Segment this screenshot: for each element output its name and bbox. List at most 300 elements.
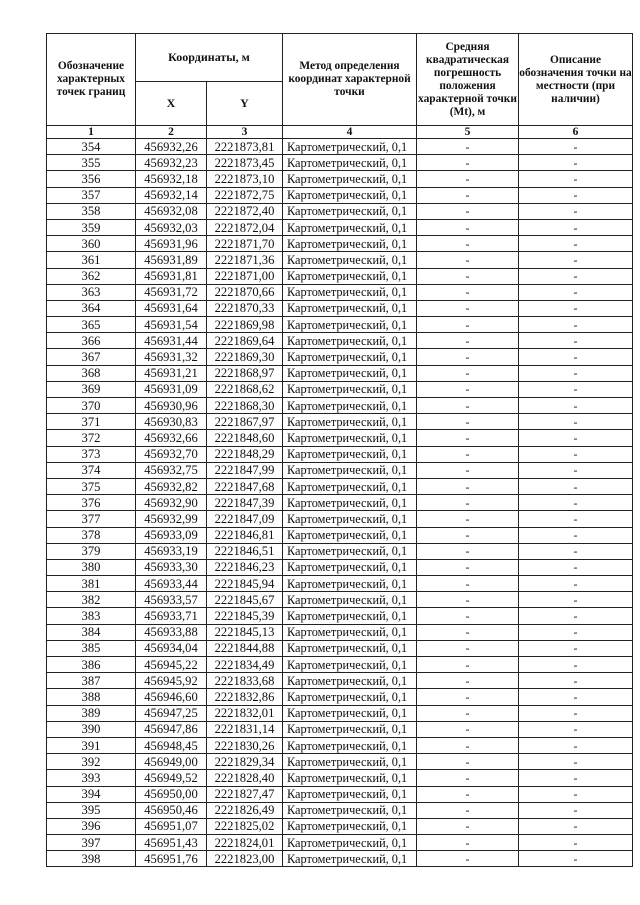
method-cell: Картометрический, 0,1 (283, 624, 417, 640)
description-cell: - (519, 543, 633, 559)
x-cell: 456931,54 (136, 317, 207, 333)
x-cell: 456932,90 (136, 495, 207, 511)
table-row (47, 300, 633, 316)
error-cell: - (417, 657, 519, 673)
error-cell: - (417, 851, 519, 867)
point-cell: 365 (47, 317, 136, 333)
description-cell: - (519, 414, 633, 430)
table-row (47, 317, 633, 333)
x-cell: 456931,32 (136, 349, 207, 365)
description-cell: - (519, 592, 633, 608)
method-cell: Картометрический, 0,1 (283, 284, 417, 300)
table-row (47, 398, 633, 414)
column-number: 4 (283, 126, 417, 139)
error-cell: - (417, 430, 519, 446)
table-row (47, 559, 633, 575)
description-cell: - (519, 284, 633, 300)
description-cell: - (519, 770, 633, 786)
y-cell: 2221871,00 (207, 268, 283, 284)
x-cell: 456933,30 (136, 559, 207, 575)
y-cell: 2221870,33 (207, 300, 283, 316)
y-cell: 2221845,39 (207, 608, 283, 624)
x-cell: 456950,46 (136, 802, 207, 818)
column-number: 1 (47, 126, 136, 139)
table-row (47, 705, 633, 721)
error-cell: - (417, 317, 519, 333)
y-cell: 2221869,64 (207, 333, 283, 349)
error-cell: - (417, 721, 519, 737)
description-cell: - (519, 511, 633, 527)
header-error: Средняя квадратическая погрешность положения характерной точки (Mt), м (417, 34, 519, 126)
description-cell: - (519, 673, 633, 689)
method-cell: Картометрический, 0,1 (283, 608, 417, 624)
y-cell: 2221847,39 (207, 495, 283, 511)
table-row (47, 139, 633, 155)
error-cell: - (417, 835, 519, 851)
error-cell: - (417, 203, 519, 219)
method-cell: Картометрический, 0,1 (283, 721, 417, 737)
description-cell: - (519, 786, 633, 802)
x-cell: 456932,03 (136, 219, 207, 235)
error-cell: - (417, 705, 519, 721)
point-cell: 383 (47, 608, 136, 624)
error-cell: - (417, 527, 519, 543)
error-cell: - (417, 640, 519, 656)
x-cell: 456951,76 (136, 851, 207, 867)
y-cell: 2221847,09 (207, 511, 283, 527)
table-row (47, 414, 633, 430)
x-cell: 456933,88 (136, 624, 207, 640)
x-cell: 456932,08 (136, 203, 207, 219)
error-cell: - (417, 381, 519, 397)
x-cell: 456930,96 (136, 398, 207, 414)
y-cell: 2221868,62 (207, 381, 283, 397)
table-row (47, 284, 633, 300)
description-cell: - (519, 349, 633, 365)
description-cell: - (519, 689, 633, 705)
method-cell: Картометрический, 0,1 (283, 802, 417, 818)
y-cell: 2221868,30 (207, 398, 283, 414)
error-cell: - (417, 478, 519, 494)
y-cell: 2221847,68 (207, 478, 283, 494)
x-cell: 456932,23 (136, 155, 207, 171)
error-cell: - (417, 818, 519, 834)
x-cell: 456933,57 (136, 592, 207, 608)
x-cell: 456946,60 (136, 689, 207, 705)
table-row (47, 381, 633, 397)
description-cell: - (519, 300, 633, 316)
x-cell: 456945,92 (136, 673, 207, 689)
method-cell: Картометрический, 0,1 (283, 187, 417, 203)
description-cell: - (519, 219, 633, 235)
point-cell: 362 (47, 268, 136, 284)
x-cell: 456931,81 (136, 268, 207, 284)
error-cell: - (417, 171, 519, 187)
method-cell: Картометрический, 0,1 (283, 495, 417, 511)
point-cell: 368 (47, 365, 136, 381)
description-cell: - (519, 236, 633, 252)
point-cell: 388 (47, 689, 136, 705)
method-cell: Картометрический, 0,1 (283, 835, 417, 851)
x-cell: 456932,99 (136, 511, 207, 527)
method-cell: Картометрический, 0,1 (283, 268, 417, 284)
table-row (47, 818, 633, 834)
method-cell: Картометрический, 0,1 (283, 300, 417, 316)
x-cell: 456931,21 (136, 365, 207, 381)
table-row (47, 608, 633, 624)
y-cell: 2221832,01 (207, 705, 283, 721)
error-cell: - (417, 268, 519, 284)
x-cell: 456932,75 (136, 462, 207, 478)
table-row (47, 835, 633, 851)
point-cell: 382 (47, 592, 136, 608)
x-cell: 456930,83 (136, 414, 207, 430)
error-cell: - (417, 754, 519, 770)
description-cell: - (519, 495, 633, 511)
x-cell: 456949,00 (136, 754, 207, 770)
point-cell: 392 (47, 754, 136, 770)
x-cell: 456932,66 (136, 430, 207, 446)
x-cell: 456932,82 (136, 478, 207, 494)
y-cell: 2221872,40 (207, 203, 283, 219)
table-row (47, 495, 633, 511)
description-cell: - (519, 268, 633, 284)
error-cell: - (417, 689, 519, 705)
table-row (47, 737, 633, 753)
error-cell: - (417, 349, 519, 365)
point-cell: 385 (47, 640, 136, 656)
boundary-points-table (46, 33, 633, 867)
column-number: 2 (136, 126, 207, 139)
table-row (47, 511, 633, 527)
error-cell: - (417, 462, 519, 478)
point-cell: 364 (47, 300, 136, 316)
point-cell: 376 (47, 495, 136, 511)
y-cell: 2221846,81 (207, 527, 283, 543)
y-cell: 2221825,02 (207, 818, 283, 834)
x-cell: 456931,44 (136, 333, 207, 349)
method-cell: Картометрический, 0,1 (283, 381, 417, 397)
point-cell: 395 (47, 802, 136, 818)
point-cell: 375 (47, 478, 136, 494)
table-row (47, 219, 633, 235)
point-cell: 358 (47, 203, 136, 219)
x-cell: 456931,64 (136, 300, 207, 316)
point-cell: 393 (47, 770, 136, 786)
method-cell: Картометрический, 0,1 (283, 219, 417, 235)
point-cell: 379 (47, 543, 136, 559)
x-cell: 456947,86 (136, 721, 207, 737)
y-cell: 2221873,10 (207, 171, 283, 187)
point-cell: 361 (47, 252, 136, 268)
table-row (47, 689, 633, 705)
description-cell: - (519, 608, 633, 624)
error-cell: - (417, 155, 519, 171)
method-cell: Картометрический, 0,1 (283, 398, 417, 414)
description-cell: - (519, 640, 633, 656)
description-cell: - (519, 657, 633, 673)
method-cell: Картометрический, 0,1 (283, 737, 417, 753)
point-cell: 360 (47, 236, 136, 252)
error-cell: - (417, 284, 519, 300)
point-cell: 377 (47, 511, 136, 527)
table-row (47, 268, 633, 284)
error-cell: - (417, 608, 519, 624)
description-cell: - (519, 252, 633, 268)
description-cell: - (519, 462, 633, 478)
point-cell: 367 (47, 349, 136, 365)
table-row (47, 721, 633, 737)
method-cell: Картометрический, 0,1 (283, 689, 417, 705)
y-cell: 2221869,30 (207, 349, 283, 365)
header-coordinates: Координаты, м (136, 34, 283, 82)
y-cell: 2221871,70 (207, 236, 283, 252)
table-row (47, 851, 633, 867)
y-cell: 2221831,14 (207, 721, 283, 737)
point-cell: 371 (47, 414, 136, 430)
column-number: 5 (417, 126, 519, 139)
point-cell: 390 (47, 721, 136, 737)
description-cell: - (519, 851, 633, 867)
method-cell: Картометрический, 0,1 (283, 236, 417, 252)
y-cell: 2221829,34 (207, 754, 283, 770)
error-cell: - (417, 333, 519, 349)
description-cell: - (519, 317, 633, 333)
y-cell: 2221826,49 (207, 802, 283, 818)
description-cell: - (519, 721, 633, 737)
x-cell: 456947,25 (136, 705, 207, 721)
method-cell: Картометрический, 0,1 (283, 592, 417, 608)
y-cell: 2221844,88 (207, 640, 283, 656)
method-cell: Картометрический, 0,1 (283, 462, 417, 478)
description-cell: - (519, 737, 633, 753)
point-cell: 398 (47, 851, 136, 867)
table-row (47, 673, 633, 689)
error-cell: - (417, 543, 519, 559)
error-cell: - (417, 365, 519, 381)
description-cell: - (519, 187, 633, 203)
table-row (47, 333, 633, 349)
x-cell: 456934,04 (136, 640, 207, 656)
y-cell: 2221873,81 (207, 139, 283, 155)
method-cell: Картометрический, 0,1 (283, 252, 417, 268)
x-cell: 456951,07 (136, 818, 207, 834)
point-cell: 356 (47, 171, 136, 187)
error-cell: - (417, 139, 519, 155)
description-cell: - (519, 624, 633, 640)
table-row (47, 430, 633, 446)
y-cell: 2221872,04 (207, 219, 283, 235)
table-row (47, 786, 633, 802)
error-cell: - (417, 592, 519, 608)
y-cell: 2221832,86 (207, 689, 283, 705)
x-cell: 456933,19 (136, 543, 207, 559)
error-cell: - (417, 219, 519, 235)
column-number: 6 (519, 126, 633, 139)
table-row (47, 576, 633, 592)
method-cell: Картометрический, 0,1 (283, 349, 417, 365)
x-cell: 456932,18 (136, 171, 207, 187)
table-row (47, 365, 633, 381)
description-cell: - (519, 203, 633, 219)
method-cell: Картометрический, 0,1 (283, 754, 417, 770)
y-cell: 2221823,00 (207, 851, 283, 867)
x-cell: 456931,89 (136, 252, 207, 268)
point-cell: 354 (47, 139, 136, 155)
column-number: 3 (207, 126, 283, 139)
y-cell: 2221871,36 (207, 252, 283, 268)
point-cell: 380 (47, 559, 136, 575)
table-row (47, 171, 633, 187)
column-number-row (47, 126, 633, 139)
table-row (47, 640, 633, 656)
point-cell: 397 (47, 835, 136, 851)
table-header (47, 34, 633, 139)
y-cell: 2221846,51 (207, 543, 283, 559)
description-cell: - (519, 559, 633, 575)
point-cell: 391 (47, 737, 136, 753)
y-cell: 2221834,49 (207, 657, 283, 673)
method-cell: Картометрический, 0,1 (283, 657, 417, 673)
description-cell: - (519, 446, 633, 462)
point-cell: 394 (47, 786, 136, 802)
y-cell: 2221870,66 (207, 284, 283, 300)
point-cell: 355 (47, 155, 136, 171)
error-cell: - (417, 770, 519, 786)
y-cell: 2221827,47 (207, 786, 283, 802)
table-row (47, 543, 633, 559)
point-cell: 369 (47, 381, 136, 397)
table-row (47, 155, 633, 171)
x-cell: 456932,26 (136, 139, 207, 155)
x-cell: 456931,96 (136, 236, 207, 252)
method-cell: Картометрический, 0,1 (283, 640, 417, 656)
point-cell: 370 (47, 398, 136, 414)
error-cell: - (417, 802, 519, 818)
method-cell: Картометрический, 0,1 (283, 203, 417, 219)
point-cell: 363 (47, 284, 136, 300)
point-cell: 387 (47, 673, 136, 689)
description-cell: - (519, 576, 633, 592)
point-cell: 374 (47, 462, 136, 478)
x-cell: 456933,44 (136, 576, 207, 592)
table-row (47, 446, 633, 462)
point-cell: 396 (47, 818, 136, 834)
error-cell: - (417, 300, 519, 316)
table-row (47, 478, 633, 494)
header-method: Метод определения координат характерной точки (283, 34, 417, 126)
method-cell: Картометрический, 0,1 (283, 511, 417, 527)
y-cell: 2221824,01 (207, 835, 283, 851)
method-cell: Картометрический, 0,1 (283, 414, 417, 430)
description-cell: - (519, 478, 633, 494)
point-cell: 372 (47, 430, 136, 446)
y-cell: 2221872,75 (207, 187, 283, 203)
table-row (47, 770, 633, 786)
table-row (47, 203, 633, 219)
table-row (47, 252, 633, 268)
method-cell: Картометрический, 0,1 (283, 139, 417, 155)
method-cell: Картометрический, 0,1 (283, 478, 417, 494)
error-cell: - (417, 559, 519, 575)
point-cell: 389 (47, 705, 136, 721)
point-cell: 366 (47, 333, 136, 349)
error-cell: - (417, 624, 519, 640)
x-cell: 456933,09 (136, 527, 207, 543)
y-cell: 2221846,23 (207, 559, 283, 575)
error-cell: - (417, 236, 519, 252)
table-row (47, 754, 633, 770)
y-cell: 2221848,29 (207, 446, 283, 462)
x-cell: 456932,14 (136, 187, 207, 203)
method-cell: Картометрический, 0,1 (283, 365, 417, 381)
error-cell: - (417, 737, 519, 753)
description-cell: - (519, 754, 633, 770)
error-cell: - (417, 495, 519, 511)
point-cell: 381 (47, 576, 136, 592)
header-designation: Обозначение характерных точек границ (47, 34, 136, 126)
description-cell: - (519, 171, 633, 187)
description-cell: - (519, 802, 633, 818)
method-cell: Картометрический, 0,1 (283, 770, 417, 786)
table-row (47, 187, 633, 203)
y-cell: 2221828,40 (207, 770, 283, 786)
table-row (47, 657, 633, 673)
y-cell: 2221869,98 (207, 317, 283, 333)
method-cell: Картометрический, 0,1 (283, 705, 417, 721)
method-cell: Картометрический, 0,1 (283, 543, 417, 559)
x-cell: 456933,71 (136, 608, 207, 624)
method-cell: Картометрический, 0,1 (283, 171, 417, 187)
y-cell: 2221845,94 (207, 576, 283, 592)
y-cell: 2221867,97 (207, 414, 283, 430)
point-cell: 373 (47, 446, 136, 462)
error-cell: - (417, 398, 519, 414)
description-cell: - (519, 398, 633, 414)
point-cell: 359 (47, 219, 136, 235)
description-cell: - (519, 818, 633, 834)
y-cell: 2221848,60 (207, 430, 283, 446)
method-cell: Картометрический, 0,1 (283, 155, 417, 171)
header-description: Описание обозначения точки на местности (при наличии) (519, 34, 633, 126)
description-cell: - (519, 139, 633, 155)
method-cell: Картометрический, 0,1 (283, 430, 417, 446)
error-cell: - (417, 414, 519, 430)
description-cell: - (519, 430, 633, 446)
header-y: Y (207, 82, 283, 126)
method-cell: Картометрический, 0,1 (283, 333, 417, 349)
x-cell: 456931,72 (136, 284, 207, 300)
header-x: X (136, 82, 207, 126)
x-cell: 456932,70 (136, 446, 207, 462)
y-cell: 2221845,13 (207, 624, 283, 640)
y-cell: 2221873,45 (207, 155, 283, 171)
error-cell: - (417, 446, 519, 462)
point-cell: 386 (47, 657, 136, 673)
table-row (47, 592, 633, 608)
point-cell: 357 (47, 187, 136, 203)
error-cell: - (417, 786, 519, 802)
x-cell: 456951,43 (136, 835, 207, 851)
error-cell: - (417, 673, 519, 689)
description-cell: - (519, 835, 633, 851)
error-cell: - (417, 187, 519, 203)
x-cell: 456948,45 (136, 737, 207, 753)
method-cell: Картометрический, 0,1 (283, 818, 417, 834)
error-cell: - (417, 252, 519, 268)
error-cell: - (417, 511, 519, 527)
method-cell: Картометрический, 0,1 (283, 786, 417, 802)
